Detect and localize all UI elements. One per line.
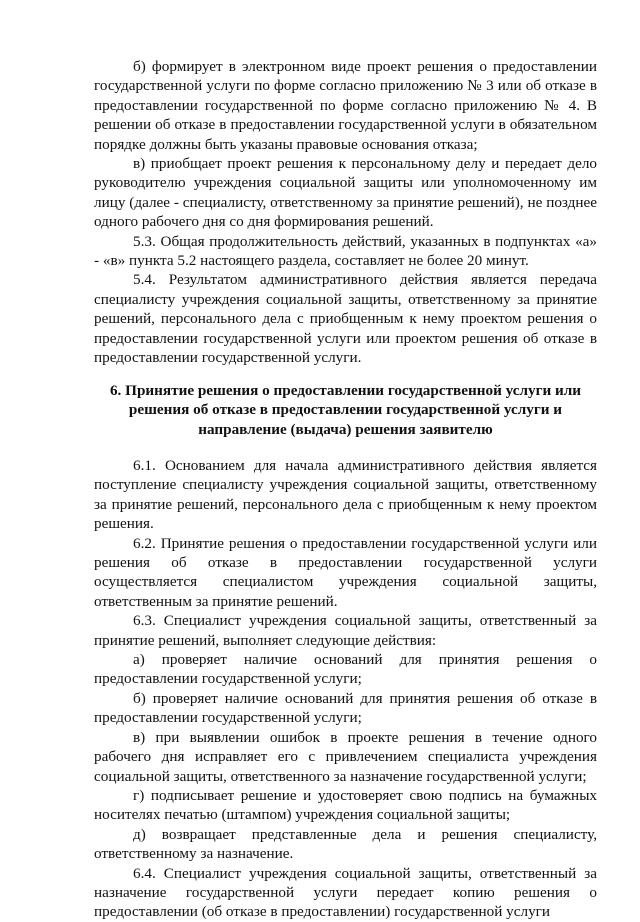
paragraph-5-2-b: б) формирует в электронном виде проект решения о предоставлении государственной услуги по форме согласно приложению № 3 или об отказе в предоставлении государственной по форме согласно приложению № 4. В решении об отказе в предоставлении государственной услуги в обязательном порядке должны быть указаны правовые основания отказа; xyxy=(94,58,597,153)
section-6-heading-line: направление (выдача) решения заявителю xyxy=(198,420,493,438)
paragraph-6-1: 6.1. Основанием для начала административного действия является поступление специалисту учреждения социальной защиты, ответственному за принятие решений, персонального дела с приобщенным к нему проектом решения. xyxy=(94,457,597,533)
paragraph-5-3: 5.3. Общая продолжительность действий, указанных в подпунктах «а» - «в» пункта 5.2 настоящего раздела, составляет не более 20 минут. xyxy=(94,232,597,270)
paragraph-6-2: 6.2. Принятие решения о предоставлении государственной услуги или решения об отказе в предоставлении государственной услуги осуществляется специалистом учреждения социальной защиты, ответственным за принятие решений. xyxy=(94,534,597,610)
paragraph-6-3-v: в) при выявлении ошибок в проекте решения в течение одного рабочего дня исправляет его с привлечением специалиста учреждения социальной защиты, ответственного за назначение государственной услуги; xyxy=(94,728,597,785)
document-page xyxy=(94,57,597,922)
paragraph-6-4: 6.4. Специалист учреждения социальной защиты, ответственный за назначение государственной услуги передает копию решения о предоставлении (об отказе в предоставлении) государственной услуги xyxy=(94,864,597,921)
paragraph-6-3-g: г) подписывает решение и удостоверяет свою подпись на бумажных носителях печатью (штампом) учреждения социальной защиты; xyxy=(94,786,597,824)
paragraph-6-3-b: б) проверяет наличие оснований для принятия решения об отказе в предоставлении государственной услуги; xyxy=(94,689,597,727)
section-6-heading-line: решения об отказе в предоставлении государственной услуги и xyxy=(128,401,563,418)
section-6-heading xyxy=(94,381,597,440)
paragraph-6-3-d: д) возвращает представленные дела и решения специалисту, ответственному за назначение. xyxy=(94,825,597,863)
section-6-heading-line: 6. Принятие решения о предоставлении государственной услуги или xyxy=(109,381,582,399)
paragraph-6-3: 6.3. Специалист учреждения социальной защиты, ответственный за принятие решений, выполняет следующие действия: xyxy=(94,612,597,649)
paragraph-5-2-v: в) приобщает проект решения к персональному делу и передает дело руководителю учреждения социальной защиты или уполномоченному им лицу (далее - специалисту, ответственному за принятие решений), не позднее одного рабочего дня со дня формирования решений. xyxy=(94,155,597,231)
paragraph-5-4: 5.4. Результатом административного действия является передача специалисту учреждения социальной защиты, ответственному за принятие решений, персонального дела с приобщенным к нему проектом решения о предоставлении государственной услуги или проектом решения об отказе в предоставлении государственной услуги. xyxy=(94,271,597,367)
paragraph-6-3-a: а) проверяет наличие оснований для принятия решения о предоставлении государственной услуги; xyxy=(94,651,597,688)
